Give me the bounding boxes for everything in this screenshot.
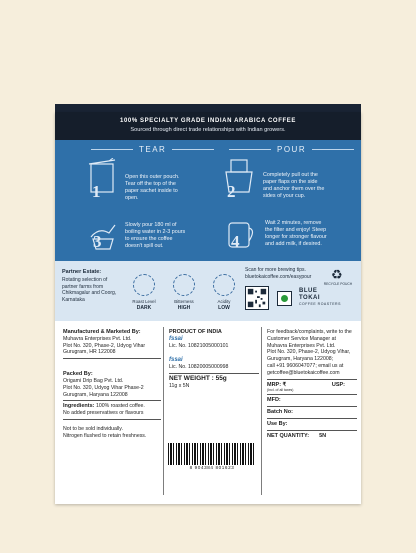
kettle-pour-icon <box>85 215 121 251</box>
feedback-line: Plot No. 320, Phase-2, Udyog Vihar, <box>267 349 351 356</box>
roast-level-dial <box>133 274 155 296</box>
tear-heading <box>85 145 220 154</box>
ingredients-line2: No added preservatives or flavours <box>63 410 144 417</box>
packer-line: Origami Drip Bag Pvt. Ltd. <box>63 377 124 384</box>
manufacturer-line: Gurugram, HR 122008 <box>63 349 116 356</box>
ingredients-title: Ingredients: <box>63 403 95 410</box>
acidity-dial <box>213 274 235 296</box>
net-quantity-row <box>267 433 357 440</box>
veg-symbol-icon <box>277 291 292 306</box>
scan-info <box>245 267 311 281</box>
net-quantity-value: 5N <box>319 432 327 439</box>
mrp-subtext: (Incl. of all taxes) <box>267 388 294 393</box>
barcode-number: 8 904384 801623 <box>189 465 235 470</box>
feedback-line: call +91 9606047077; email us at <box>267 362 344 369</box>
instructions-panel <box>55 140 361 261</box>
fssai-logo-icon: fssai <box>169 357 183 364</box>
acidity-label: Acidity LOW <box>217 299 231 311</box>
mfd-label: MFD: <box>267 397 281 404</box>
step-1-number: 1 <box>92 182 101 201</box>
recycle-icon: ♻ <box>331 267 343 282</box>
qr-code[interactable] <box>245 286 269 310</box>
ingredients-text: 100% roasted coffee. <box>95 403 145 410</box>
usp-label: USP: <box>331 381 345 388</box>
step-3-text: Slowly pour 180 ml of boiling water in 2-3 pours to ensure the coffee doesn't spill out. <box>125 222 186 249</box>
packer-line: Gurugram, Haryana 122008 <box>63 391 128 398</box>
right-column <box>267 329 357 440</box>
header-subtitle: Sourced through direct trade relationships with Indian growers. <box>130 127 286 133</box>
batch-label: Batch No: <box>267 409 293 416</box>
license-number: Lic. No. 10820005000998 <box>169 364 229 371</box>
license-number: Lic. No. 10821005000101 <box>169 342 229 349</box>
estate-panel <box>55 261 361 321</box>
mrp-label: MRP: ₹ <box>267 381 287 388</box>
feedback-line: For feedback/complaints, write to the <box>267 329 352 335</box>
bitterness-dial <box>173 274 195 296</box>
pour-heading <box>223 145 360 154</box>
coffee-mug-icon <box>223 215 259 251</box>
feedback-line: Muhavra Enterprises Pvt. Ltd. <box>267 342 336 349</box>
feedback-line: Customer Service Manager at <box>267 335 336 342</box>
step-2-number: 2 <box>227 182 236 201</box>
manufacturer-line: Plot No. 320, Phase-2, Udyog Vihar <box>63 342 146 349</box>
coffee-box-back <box>55 112 361 504</box>
feedback-line: Gurugram, Haryana 122008; <box>267 356 334 363</box>
step-3-number: 3 <box>93 232 102 251</box>
left-column <box>63 329 161 440</box>
roast-level-label: Roast Level DARK <box>132 299 156 311</box>
step-2-text: Completely pull out the paper flaps on the side and anchor them over the sides of your cup. <box>263 172 325 199</box>
fssai-logo-icon: fssai <box>169 335 183 342</box>
brand-logo: BLUE TOKAI COFFEE ROASTERS <box>299 288 341 306</box>
header-band <box>55 112 361 140</box>
step-4-text: Wait 2 minutes, remove the filter and enjoy! Steep longer for stronger flavour and add milk, if desired. <box>265 220 327 247</box>
use-by-label: Use By: <box>267 420 288 427</box>
scan-url[interactable]: bluetokaicoffee.com/easypour <box>245 274 312 280</box>
note-line: Nitrogen flushed to retain freshness. <box>63 432 147 439</box>
step-1-text: Open this outer pouch. Tear off the top of the paper sachet inside to open. <box>125 174 180 201</box>
net-quantity-label: NET QUANTITY: <box>267 432 310 439</box>
recycle-label: RECYCLE POUCH <box>323 282 353 286</box>
column-divider <box>261 327 262 495</box>
net-weight-detail: 11g x 5N <box>169 382 190 389</box>
packer-title: Packed By: <box>63 371 93 378</box>
scan-text: Scan for more brewing tips. <box>245 267 306 273</box>
estate-text: Rotating selection of partner farms from Chikmagalur and Coorg, Karnataka <box>62 277 117 303</box>
bitterness-label: Bitterness HIGH <box>174 299 194 311</box>
packer-line: Plot No. 320, Udyog Vihar Phase-2 <box>63 384 144 391</box>
tear-label: TEAR <box>139 145 167 154</box>
estate-title: Partner Estate: <box>62 269 102 275</box>
price-row <box>267 382 357 389</box>
barcode <box>168 443 256 465</box>
column-divider <box>163 327 164 495</box>
net-weight: NET WEIGHT : 55g <box>169 374 227 382</box>
feedback-line: getcoffee@bluetokaicoffee.com <box>267 369 340 376</box>
product-origin: PRODUCT OF INDIA <box>169 329 222 335</box>
pour-label: POUR <box>277 145 307 154</box>
manufacturer-line: Muhavra Enterprises Pvt. Ltd. <box>63 335 132 342</box>
middle-column <box>169 329 259 390</box>
step-4-number: 4 <box>231 232 240 251</box>
header-title: 100% SPECIALTY GRADE INDIAN ARABICA COFFEE <box>120 118 296 124</box>
note-line: Not to be sold individually. <box>63 425 123 432</box>
manufacturer-title: Manufactured & Marketed By: <box>63 329 141 335</box>
label-panel <box>55 321 361 504</box>
